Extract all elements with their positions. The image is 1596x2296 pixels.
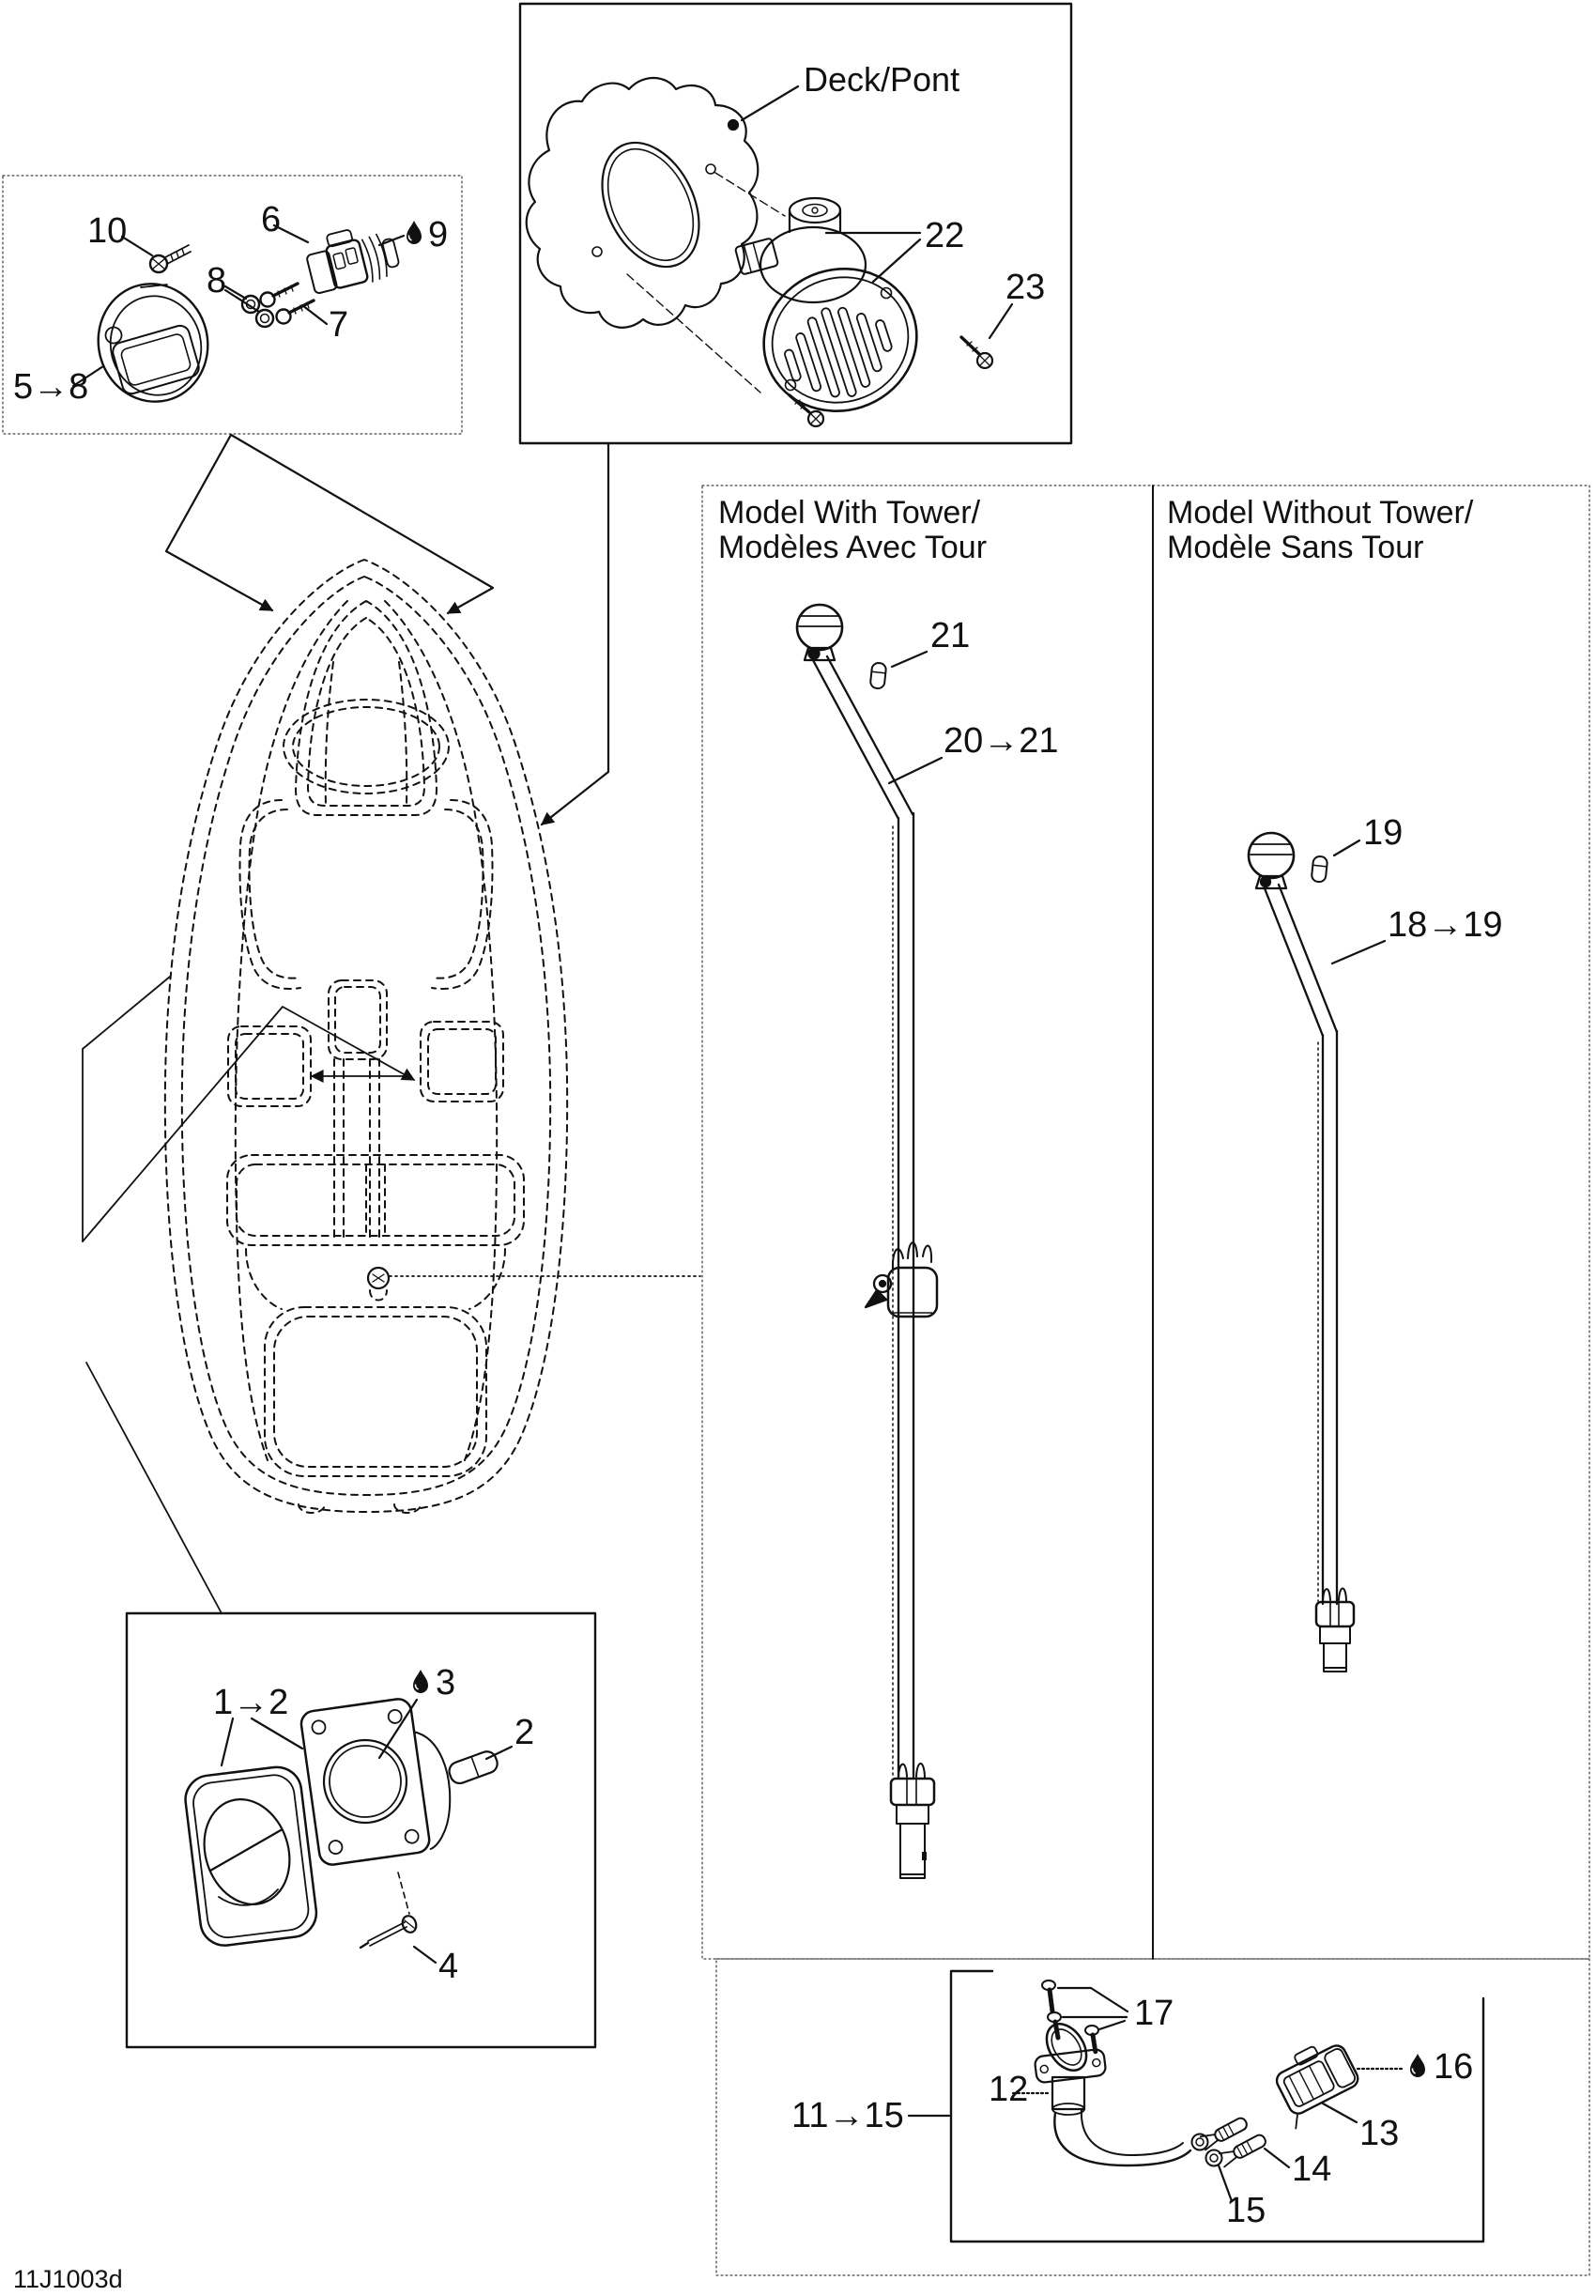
part-label-8: 8 [207,261,227,300]
tower-panel-title-line1: Model With Tower/ [718,495,981,531]
part-label-7: 7 [329,305,349,345]
tower-panel-title-line2: Modèles Avec Tour [718,530,988,565]
part-label-20-21: 20→21 [944,721,1059,761]
mirror-detail-box [3,176,462,434]
part-label-12: 12 [989,2070,1029,2109]
ski-pole-without-tower [1249,833,1354,1672]
bezel-detail-box [127,1613,595,2047]
part-label-3: 3 [436,1663,456,1703]
tower-panels [702,485,1589,1959]
ski-pole-with-tower [797,605,937,1878]
switch-detail-box [716,1959,1589,2275]
lubricant-droplet-icon [1410,2054,1425,2077]
part-label-15: 15 [1226,2191,1266,2230]
part-label-10: 10 [87,211,128,251]
part-label-16: 16 [1434,2047,1474,2087]
part-label-22: 22 [925,216,965,255]
part-label-11-15: 11→15 [791,2096,904,2135]
no-tower-panel-title-line2: Modèle Sans Tour [1167,530,1424,565]
part-label-1-2: 1→2 [213,1683,289,1722]
tower-panel [718,495,1059,1878]
part-label-9: 9 [428,215,449,254]
deck-title: Deck/Pont [804,60,960,99]
part-label-13: 13 [1359,2114,1400,2153]
no-tower-panel [1167,495,1503,1672]
lubricant-droplet-icon [407,221,422,244]
diagram-code: 11J1003d [13,2265,123,2293]
part-label-21: 21 [930,616,971,655]
part-label-23: 23 [1005,268,1046,307]
part-label-14: 14 [1292,2150,1332,2189]
no-tower-panel-title-line1: Model Without Tower/ [1167,495,1474,531]
hull-top-view [165,560,567,1513]
callout-lines [83,435,700,1613]
lubricant-droplet-icon [413,1670,428,1693]
horn-detail-box [520,4,1071,443]
part-label-17: 17 [1134,1994,1174,2033]
part-label-6: 6 [261,200,282,239]
part-label-5-8: 5→8 [13,367,89,407]
part-label-2: 2 [514,1713,535,1752]
part-label-18-19: 18→19 [1388,905,1503,945]
part-label-19: 19 [1363,813,1404,853]
part-label-4: 4 [438,1947,459,1986]
